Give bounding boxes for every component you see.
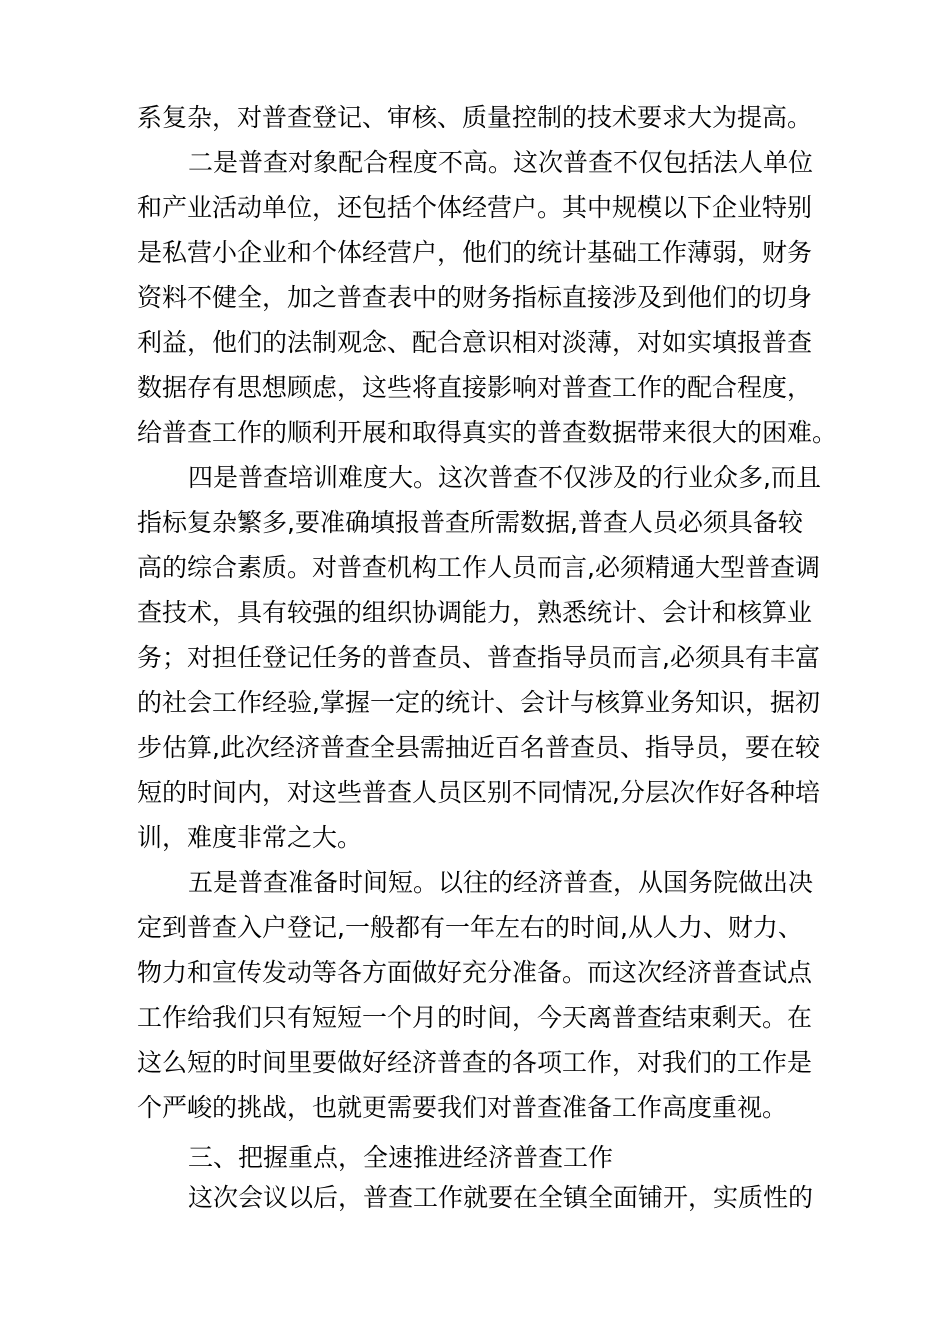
text-line: 务；对担任登记任务的普查员、普查指导员而言,必须具有丰富 bbox=[137, 643, 820, 672]
paragraph-line: 五是普查准备时间短。以往的经济普查，从国务院做出决 bbox=[188, 868, 814, 897]
text-line: 利益，他们的法制观念、配合意识相对淡薄，对如实填报普查 bbox=[137, 328, 813, 357]
text-line: 和产业活动单位，还包括个体经营户。其中规模以下企业特别 bbox=[137, 193, 813, 222]
text-line: 系复杂，对普查登记、审核、质量控制的技术要求大为提高。 bbox=[137, 103, 813, 132]
section-heading: 三、把握重点，全速推进经济普查工作 bbox=[188, 1143, 614, 1172]
text-line: 高的综合素质。对普查机构工作人员而言,必须精通大型普查调 bbox=[137, 553, 820, 582]
text-line: 个严峻的挑战，也就更需要我们对普查准备工作高度重视。 bbox=[137, 1093, 788, 1122]
text-line: 指标复杂繁多,要准确填报普查所需数据,普查人员必须具备较 bbox=[137, 508, 803, 537]
text-line: 定到普查入户登记,一般都有一年左右的时间,从人力、财力、 bbox=[137, 913, 803, 942]
text-line: 步估算,此次经济普查全县需抽近百名普查员、指导员，要在较 bbox=[137, 733, 820, 762]
text-line: 工作给我们只有短短一个月的时间，今天离普查结束剩天。在 bbox=[137, 1003, 813, 1032]
text-line: 是私营小企业和个体经营户，他们的统计基础工作薄弱，财务 bbox=[137, 238, 813, 267]
text-line: 查技术，具有较强的组织协调能力，熟悉统计、会计和核算业 bbox=[137, 598, 813, 627]
paragraph-line: 二是普查对象配合程度不高。这次普查不仅包括法人单位 bbox=[188, 148, 814, 177]
text-line: 短的时间内，对这些普查人员区别不同情况,分层次作好各种培 bbox=[137, 778, 820, 807]
text-line: 给普查工作的顺利开展和取得真实的普查数据带来很大的困难。 bbox=[137, 418, 838, 447]
text-line: 训，难度非常之大。 bbox=[137, 823, 363, 852]
text-line: 资料不健全，加之普查表中的财务指标直接涉及到他们的切身 bbox=[137, 283, 813, 312]
paragraph-line: 这次会议以后，普查工作就要在全镇全面铺开，实质性的 bbox=[188, 1183, 814, 1212]
text-line: 这么短的时间里要做好经济普查的各项工作，对我们的工作是 bbox=[137, 1048, 813, 1077]
text-line: 的社会工作经验,掌握一定的统计、会计与核算业务知识，据初 bbox=[137, 688, 820, 717]
paragraph-line: 四是普查培训难度大。这次普查不仅涉及的行业众多,而且 bbox=[188, 463, 821, 492]
text-line: 数据存有思想顾虑，这些将直接影响对普查工作的配合程度， bbox=[137, 373, 813, 402]
text-line: 物力和宣传发动等各方面做好充分准备。而这次经济普查试点 bbox=[137, 958, 813, 987]
